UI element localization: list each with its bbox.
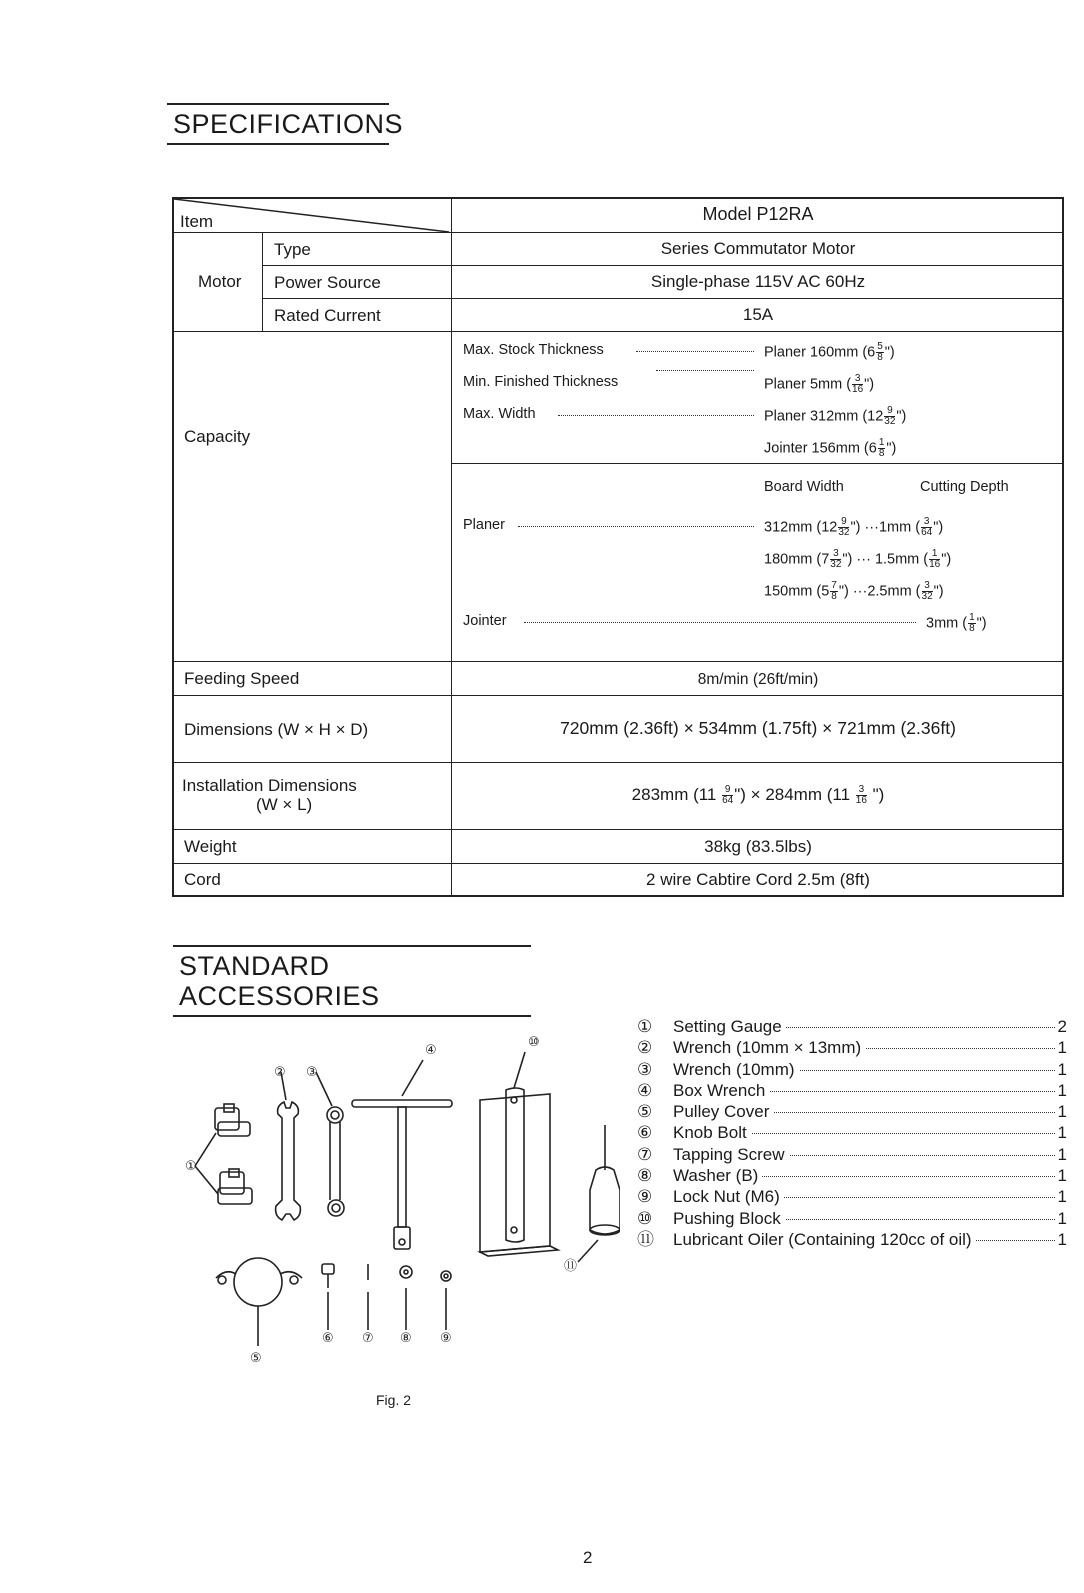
dimensions-label: Dimensions (W × H × D) (184, 720, 369, 739)
wrench-10x13-drawing (276, 1072, 301, 1220)
item-quantity: 1 (1055, 1059, 1067, 1080)
callout-2: ② (274, 1065, 286, 1080)
leader-dots (518, 526, 754, 527)
max-stock-value: Planer 160mm (6 $\frac{5}{8}$ ") (764, 341, 895, 363)
callout-10: ⑩ (528, 1035, 540, 1050)
item-number: ⑪ (637, 1229, 654, 1249)
cord-value: 2 wire Cabtire Cord 2.5m (8ft) (646, 870, 870, 889)
item-number: ⑥ (637, 1123, 653, 1143)
accessories-title: STANDARD ACCESSORIES (173, 945, 531, 1017)
model-header: Model P12RA (702, 204, 814, 224)
motor-label: Motor (198, 272, 242, 291)
lubricant-oiler-drawing (578, 1125, 620, 1262)
list-item (637, 1080, 1067, 1101)
current-label: Rated Current (274, 306, 381, 325)
list-item (637, 1016, 1067, 1037)
pulley-cover-drawing (216, 1258, 302, 1346)
max-stock-label: Max. Stock Thickness (463, 342, 604, 358)
specifications-table (172, 197, 1064, 897)
planer-row: 312mm (12 $\frac{9}{32}$ ") ···1mm ( $\frac{3}{64}$ ") (764, 516, 944, 538)
page-number: 2 (583, 1548, 593, 1567)
callout-1: ① (185, 1159, 197, 1174)
item-name: Wrench (10mm) (673, 1059, 799, 1080)
capacity-label: Capacity (184, 427, 251, 446)
item-number: ⑩ (637, 1208, 653, 1228)
leader-dots (524, 622, 916, 623)
row-divider (262, 298, 1064, 299)
item-number: ⑨ (637, 1187, 653, 1207)
figure-caption: Fig. 2 (376, 1392, 412, 1408)
item-name: Knob Bolt (673, 1122, 751, 1143)
row-divider (174, 661, 1064, 662)
item-name: Box Wrench (673, 1080, 769, 1101)
item-quantity: 1 (1055, 1165, 1067, 1186)
item-number: ④ (637, 1080, 653, 1100)
type-value: Series Commutator Motor (660, 239, 856, 258)
leader-dots (656, 370, 754, 371)
planer-row: 180mm (7 $\frac{3}{32}$ ") ··· 1.5mm ( $\frac{1}{16}$ ") (764, 548, 952, 570)
installation-label: Installation Dimensions (182, 776, 357, 795)
item-name: Washer (B) (673, 1165, 762, 1186)
callout-8: ⑧ (400, 1331, 412, 1346)
power-value: Single-phase 115V AC 60Hz (650, 272, 866, 291)
header-diagonal (174, 199, 452, 233)
column-divider-lower (451, 661, 452, 897)
list-item (637, 1144, 1067, 1165)
list-item (637, 1229, 1067, 1250)
item-name: Tapping Screw (673, 1144, 789, 1165)
item-name: Lubricant Oiler (Containing 120cc of oil) (673, 1229, 976, 1250)
washer-drawing (400, 1266, 412, 1330)
callout-3: ③ (306, 1065, 318, 1080)
specifications-title: SPECIFICATIONS (167, 103, 389, 145)
jointer-width-value: Jointer 156mm (6 $\frac{1}{8}$ ") (764, 437, 897, 459)
item-header: Item (180, 212, 214, 231)
list-item (637, 1059, 1067, 1080)
callout-7: ⑦ (362, 1331, 374, 1346)
accessories-figure (180, 1030, 620, 1370)
list-item (637, 1037, 1067, 1058)
leader-dots (636, 351, 754, 352)
knob-bolt-drawing (322, 1264, 334, 1330)
item-quantity: 1 (1055, 1080, 1067, 1101)
jointer-depth: 3mm ( $\frac{1}{8}$ ") (926, 612, 987, 634)
callout-6: ⑥ (322, 1331, 334, 1346)
row-divider (451, 463, 1064, 464)
item-quantity: 1 (1055, 1208, 1067, 1229)
row-divider (174, 829, 1064, 830)
callout-4: ④ (425, 1043, 437, 1058)
accessory-list (637, 1016, 1067, 1250)
type-label: Type (274, 240, 311, 259)
callout-11: ⑪ (564, 1259, 578, 1274)
min-finished-value: Planer 5mm ( $\frac{3}{16}$ ") (764, 373, 875, 395)
item-quantity: 2 (1055, 1016, 1067, 1037)
item-name: Pulley Cover (673, 1101, 773, 1122)
item-quantity: 1 (1055, 1229, 1067, 1250)
item-quantity: 1 (1055, 1144, 1067, 1165)
item-quantity: 1 (1055, 1122, 1067, 1143)
list-item (637, 1186, 1067, 1207)
item-quantity: 1 (1055, 1186, 1067, 1207)
leader-dots (558, 415, 754, 416)
weight-label: Weight (184, 837, 237, 856)
power-label: Power Source (274, 273, 381, 292)
row-divider (262, 265, 1064, 266)
cord-label: Cord (184, 870, 221, 889)
lock-nut-drawing (441, 1271, 451, 1330)
item-number: ⑧ (637, 1166, 653, 1186)
item-name: Lock Nut (M6) (673, 1186, 784, 1207)
jointer-label: Jointer (463, 613, 507, 629)
motor-subcolumn-divider (262, 233, 263, 332)
row-divider (174, 695, 1064, 696)
dimensions-value: 720mm (2.36ft) × 534mm (1.75ft) × 721mm (2.36ft) (560, 718, 956, 738)
item-number: ⑤ (637, 1102, 653, 1122)
current-value: 15A (742, 305, 774, 324)
item-number: ③ (637, 1059, 653, 1079)
item-number: ② (637, 1038, 653, 1058)
item-name: Wrench (10mm × 13mm) (673, 1037, 865, 1058)
item-number: ⑦ (637, 1144, 653, 1164)
box-wrench-drawing (352, 1060, 452, 1249)
callout-5: ⑤ (250, 1351, 262, 1366)
max-width-label: Max. Width (463, 406, 536, 422)
item-name: Setting Gauge (673, 1016, 786, 1037)
row-divider (174, 863, 1064, 864)
item-quantity: 1 (1055, 1037, 1067, 1058)
row-divider (174, 762, 1064, 763)
installation-label-wl: (W × L) (256, 795, 313, 814)
row-divider (174, 331, 1064, 332)
setting-gauge-drawing (195, 1104, 252, 1204)
installation-value: 283mm (11 $\frac{9}{64}$ ") × 284mm (11 $\frac{3}{16}$ ") (631, 784, 885, 807)
cutting-depth-header: Cutting Depth (920, 479, 1009, 495)
board-width-header: Board Width (764, 479, 844, 495)
item-number: ① (637, 1017, 653, 1036)
list-item (637, 1101, 1067, 1122)
wrench-10-drawing (316, 1072, 344, 1216)
list-item (637, 1208, 1067, 1229)
planer-label: Planer (463, 517, 505, 533)
item-name: Pushing Block (673, 1208, 785, 1229)
min-finished-label: Min. Finished Thickness (463, 374, 619, 390)
pushing-block-drawing (480, 1052, 558, 1256)
list-item (637, 1122, 1067, 1143)
max-width-value: Planer 312mm (12 $\frac{9}{32}$ ") (764, 405, 907, 427)
list-item (637, 1165, 1067, 1186)
planer-row: 150mm (5 $\frac{7}{8}$ ") ···2.5mm ( $\frac{3}{32}$ ") (764, 580, 944, 602)
callout-9: ⑨ (440, 1331, 452, 1346)
feeding-speed-label: Feeding Speed (184, 669, 300, 688)
item-quantity: 1 (1055, 1101, 1067, 1122)
weight-value: 38kg (83.5lbs) (704, 837, 812, 856)
column-divider (451, 199, 452, 661)
feeding-speed-value: 8m/min (26ft/min) (697, 671, 819, 688)
